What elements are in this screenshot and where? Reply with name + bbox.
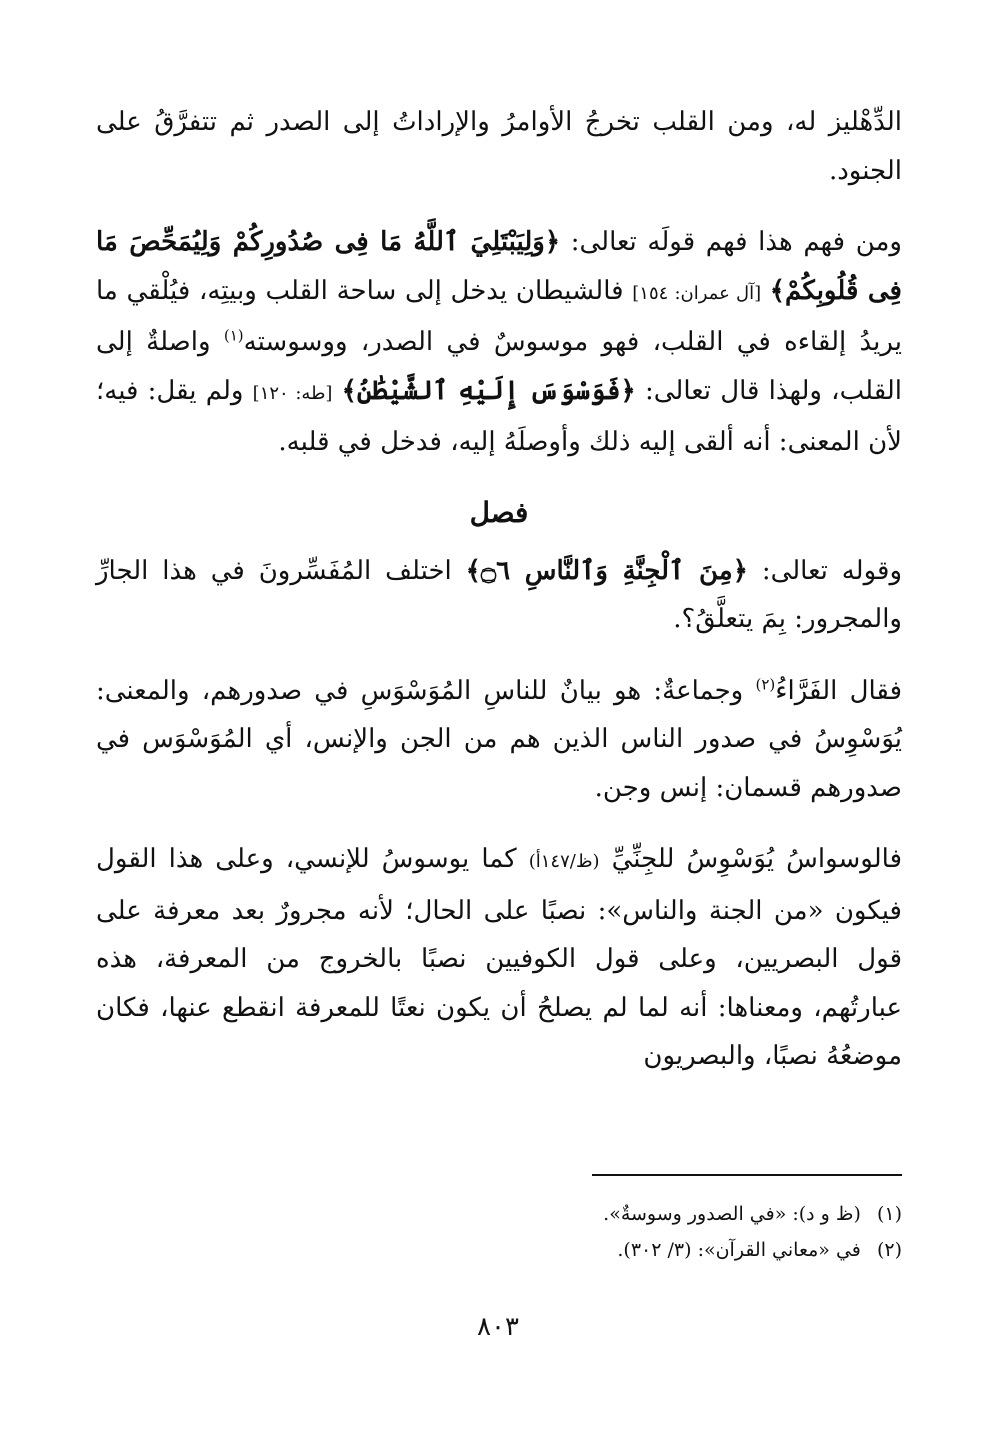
paragraph-2-middle: فالشيطان يدخل إلى ساحة القلب وبيتِه، فيُلْقي ما يريدُ إلقاءه في القلب، فهو موسوسٌ في الصدر، ووسوسته — [96, 275, 902, 357]
paragraph-4-end: وجماعةٌ: هو بيانٌ للناسِ المُوَسْوَسِ في صدورهم، والمعنى: يُوَسْوِسُ في صدور الناس الذين هم من الجن والإنس، أي المُوَسْوَس في صدورهم قسمان: إنس وجن. — [96, 675, 902, 803]
paragraph-1-text: الدِّهْليز له، ومن القلب تخرجُ الأوامرُ والإراداتُ إلى الصدر ثم تتفرَّقُ على الجنود. — [96, 107, 903, 186]
paragraph-4-start: فقال الفَرَّاءُ — [775, 675, 902, 706]
paragraph-2-end: ولم يقل: فيه؛ لأن المعنى: أنه ألقى إليه ذلك وأوصلَهُ إليه، فدخل في قلبه. — [96, 375, 902, 457]
paragraph-4 — [96, 667, 902, 813]
paragraph-5-end: كما يوسوسُ للإنسي، وعلى هذا القول فيكون «من الجنة والناس»: نصبًا على الحال؛ لأنه مجرورٌ بعد معرفة على قول البصريين، وعلى قول الكوفيين نصبًا بالخروج من المعرفة، هذه عبارتُهم، ومعناها: أنه لما لم يصلحُ أن يكون نعتًا للمعرفة انقطع عنها، فكان موضعُهُ نصبًا، والبصريون — [96, 844, 902, 1071]
footnotes — [400, 1196, 902, 1268]
quran-verse-3: ﴿مِنَ ٱلْجِنَّةِ وَٱلنَّاسِ ۝٦﴾ — [465, 555, 748, 586]
verse-reference-2: [طه: ١٢٠] — [252, 382, 333, 404]
footnote-2-number: (٢) — [876, 1239, 902, 1261]
verse-reference-1: [آل عمران: ١٥٤] — [632, 282, 762, 304]
quran-verse-1: ﴿وَلِيَبْتَلِيَ ٱللَّهُ مَا فِى صُدُورِكُمْ وَلِيُمَحِّصَ مَا فِى قُلُوبِكُمْ﴾ — [96, 227, 902, 306]
page-body — [96, 98, 902, 1081]
paragraph-2-middle-2: واصلةٌ إلى القلب، ولهذا قال تعالى: — [96, 327, 902, 406]
paragraph-3-intro: وقوله تعالى: — [761, 555, 903, 586]
paragraph-5 — [96, 835, 902, 1081]
paragraph-2-intro: ومن فهم هذا فهم قولَه تعالى: — [570, 227, 902, 257]
footnote-1 — [400, 1196, 902, 1232]
section-heading: فصل — [469, 495, 529, 529]
footnote-1-number: (١) — [876, 1203, 902, 1225]
footnote-1-text: (ظ و د): «في الصدور وسوسةٌ». — [603, 1203, 861, 1225]
footnote-marker-1: (١) — [223, 326, 244, 345]
manuscript-reference: (ظ/١٤٧أ) — [528, 851, 600, 872]
paragraph-3-end: اختلف المُفَسِّرونَ في هذا الجارِّ والمجرور: بِمَ يتعلَّقُ؟. — [96, 555, 902, 634]
page-number: ٨٠٣ — [477, 1312, 519, 1342]
paragraph-1 — [96, 98, 902, 195]
paragraph-3 — [96, 547, 902, 644]
paragraph-2 — [96, 218, 902, 467]
quran-verse-2: ﴿فَوَسْوَسَ إِلَيْهِ ٱلشَّيْطَٰنُ﴾ — [341, 375, 636, 406]
footnote-2 — [400, 1232, 902, 1268]
footnote-separator — [592, 1174, 902, 1176]
paragraph-5-start: فالوسواسُ يُوَسْوِسُ للجِنِّيِّ — [611, 844, 903, 874]
footnote-2-text: في «معاني القرآن»: (٣/ ٣٠٢). — [617, 1239, 861, 1261]
footnote-marker-2: (٢) — [755, 674, 776, 693]
